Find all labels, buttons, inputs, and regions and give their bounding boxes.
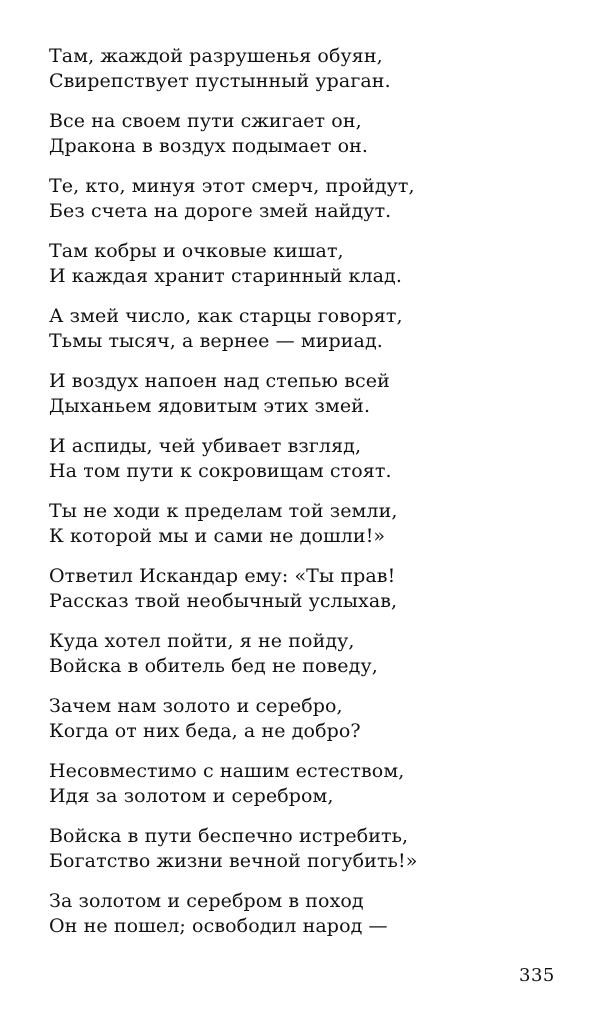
poem-line: Куда хотел пойти, я не пойду, (49, 630, 355, 652)
poem-line: Рассказ твой необычный услыхав, (49, 590, 398, 612)
stanza (49, 564, 549, 629)
poem-line: На том пути к сокровищам стоят. (49, 460, 392, 482)
poem-line: Когда от них беда, а не добро? (49, 720, 361, 742)
poem-line: Ты не ходи к пределам той земли, (49, 500, 398, 522)
poem-line: И каждая хранит старинный клад. (49, 265, 402, 287)
poem-line: Все на своем пути сжигает он, (49, 110, 362, 132)
poem-line: Тьмы тысяч, а вернее — мириад. (49, 330, 383, 352)
poem-line: А змей число, как старцы говорят, (49, 305, 403, 327)
stanza (49, 889, 549, 954)
poem-line: Ответил Искандар ему: «Ты прав! (49, 565, 396, 587)
poem-line: Там, жаждой разрушенья обуян, (49, 45, 383, 67)
poem-line: Несовместимо с нашим естеством, (49, 760, 405, 782)
stanza (49, 629, 549, 694)
poem-line: Там кобры и очковые кишат, (49, 240, 344, 262)
stanza (49, 239, 549, 304)
stanza (49, 44, 549, 109)
poem-line: Без счета на дороге змей найдут. (49, 200, 392, 222)
poem-line: Дракона в воздух подымает он. (49, 135, 369, 157)
poem-line: Те, кто, минуя этот смерч, пройдут, (49, 175, 415, 197)
stanza (49, 304, 549, 369)
stanza (49, 109, 549, 174)
poem-line: За золотом и серебром в поход (49, 890, 364, 912)
poem-line: Войска в обитель бед не поведу, (49, 655, 378, 677)
poem-line: И аспиды, чей убивает взгляд, (49, 435, 362, 457)
poem-line: Богатство жизни вечной погубить!» (49, 850, 418, 872)
poem-line: Свирепствует пустынный ураган. (49, 70, 391, 92)
poem-text (49, 44, 549, 954)
poem-line: Войска в пути беспечно истребить, (49, 825, 409, 847)
stanza (49, 369, 549, 434)
poem-line: К которой мы и сами не дошли!» (49, 525, 386, 547)
page-number: 335 (519, 965, 555, 986)
poem-line: Идя за золотом и серебром, (49, 785, 334, 807)
stanza (49, 824, 549, 889)
stanza (49, 174, 549, 239)
stanza (49, 434, 549, 499)
stanza (49, 759, 549, 824)
poem-line: Зачем нам золото и серебро, (49, 695, 343, 717)
poem-line: Он не пошел; освободил народ — (49, 915, 388, 937)
poem-line: И воздух напоен над степью всей (49, 370, 390, 392)
poem-line: Дыханьем ядовитым этих змей. (49, 395, 371, 417)
stanza (49, 694, 549, 759)
stanza (49, 499, 549, 564)
